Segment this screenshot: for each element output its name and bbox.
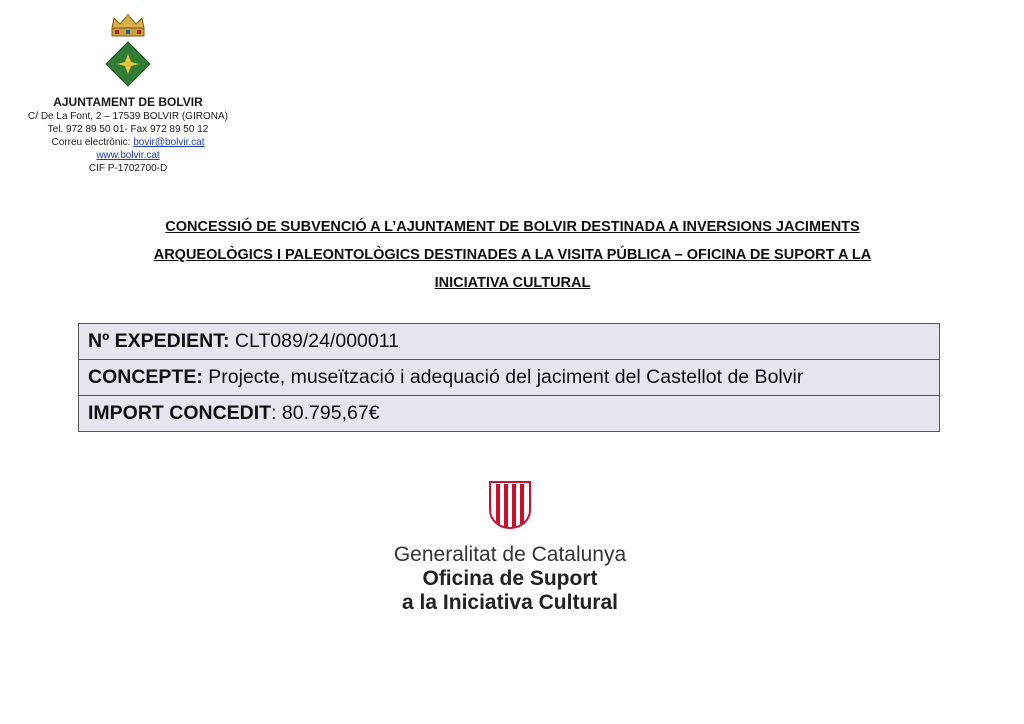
import-label: IMPORT CONCEDIT (88, 402, 272, 424)
concepte-value: Projecte, museïtzació i adequació del jaciment del Castellot de Bolvir (202, 366, 804, 388)
expedient-value: CLT089/24/000011 (229, 330, 399, 352)
letterhead (10, 12, 246, 175)
office-name-line-1: Oficina de Suport (422, 567, 598, 590)
office-name-line-2: a la Iniciativa Cultural (402, 591, 618, 614)
senyera-icon (488, 480, 532, 530)
title-line-3: INICIATIVA CULTURAL (434, 275, 591, 291)
address: C/ De La Font, 2 – 17539 BOLVIR (GIRONA) (28, 111, 228, 122)
municipal-crest-icon (100, 12, 156, 90)
email-link[interactable]: bovir@bolvir.cat (133, 137, 205, 148)
concepte-label: CONCEPTE: (88, 366, 203, 388)
grant-info-table (78, 323, 940, 432)
title-line-1: CONCESSIÓ DE SUBVENCIÓ A L’AJUNTAMENT DE BOLVIR DESTINADA A INVERSIONS JACIMENTS (165, 219, 860, 235)
expedient-row (79, 324, 939, 359)
generalitat-logo (340, 480, 680, 615)
concepte-row (79, 359, 939, 395)
import-value: : 80.795,67€ (271, 402, 380, 424)
document-title (90, 213, 935, 297)
government-name: Generalitat de Catalunya (393, 543, 627, 566)
email-label: Correu electrònic: (51, 137, 134, 148)
import-row (79, 395, 939, 431)
phone-fax: Tel. 972 89 50 01- Fax 972 89 50 12 (47, 124, 209, 135)
org-name: AJUNTAMENT DE BOLVIR (53, 95, 203, 109)
email-line (10, 136, 246, 149)
website-link[interactable]: www.bolvir.cat (96, 150, 160, 161)
cif: CIF P-1702700-D (88, 163, 168, 174)
expedient-label: Nº EXPEDIENT: (88, 330, 230, 352)
title-line-2: ARQUEOLÒGICS I PALEONTOLÒGICS DESTINADES A LA VISITA PÚBLICA – OFICINA DE SUPORT A LA (153, 247, 872, 263)
